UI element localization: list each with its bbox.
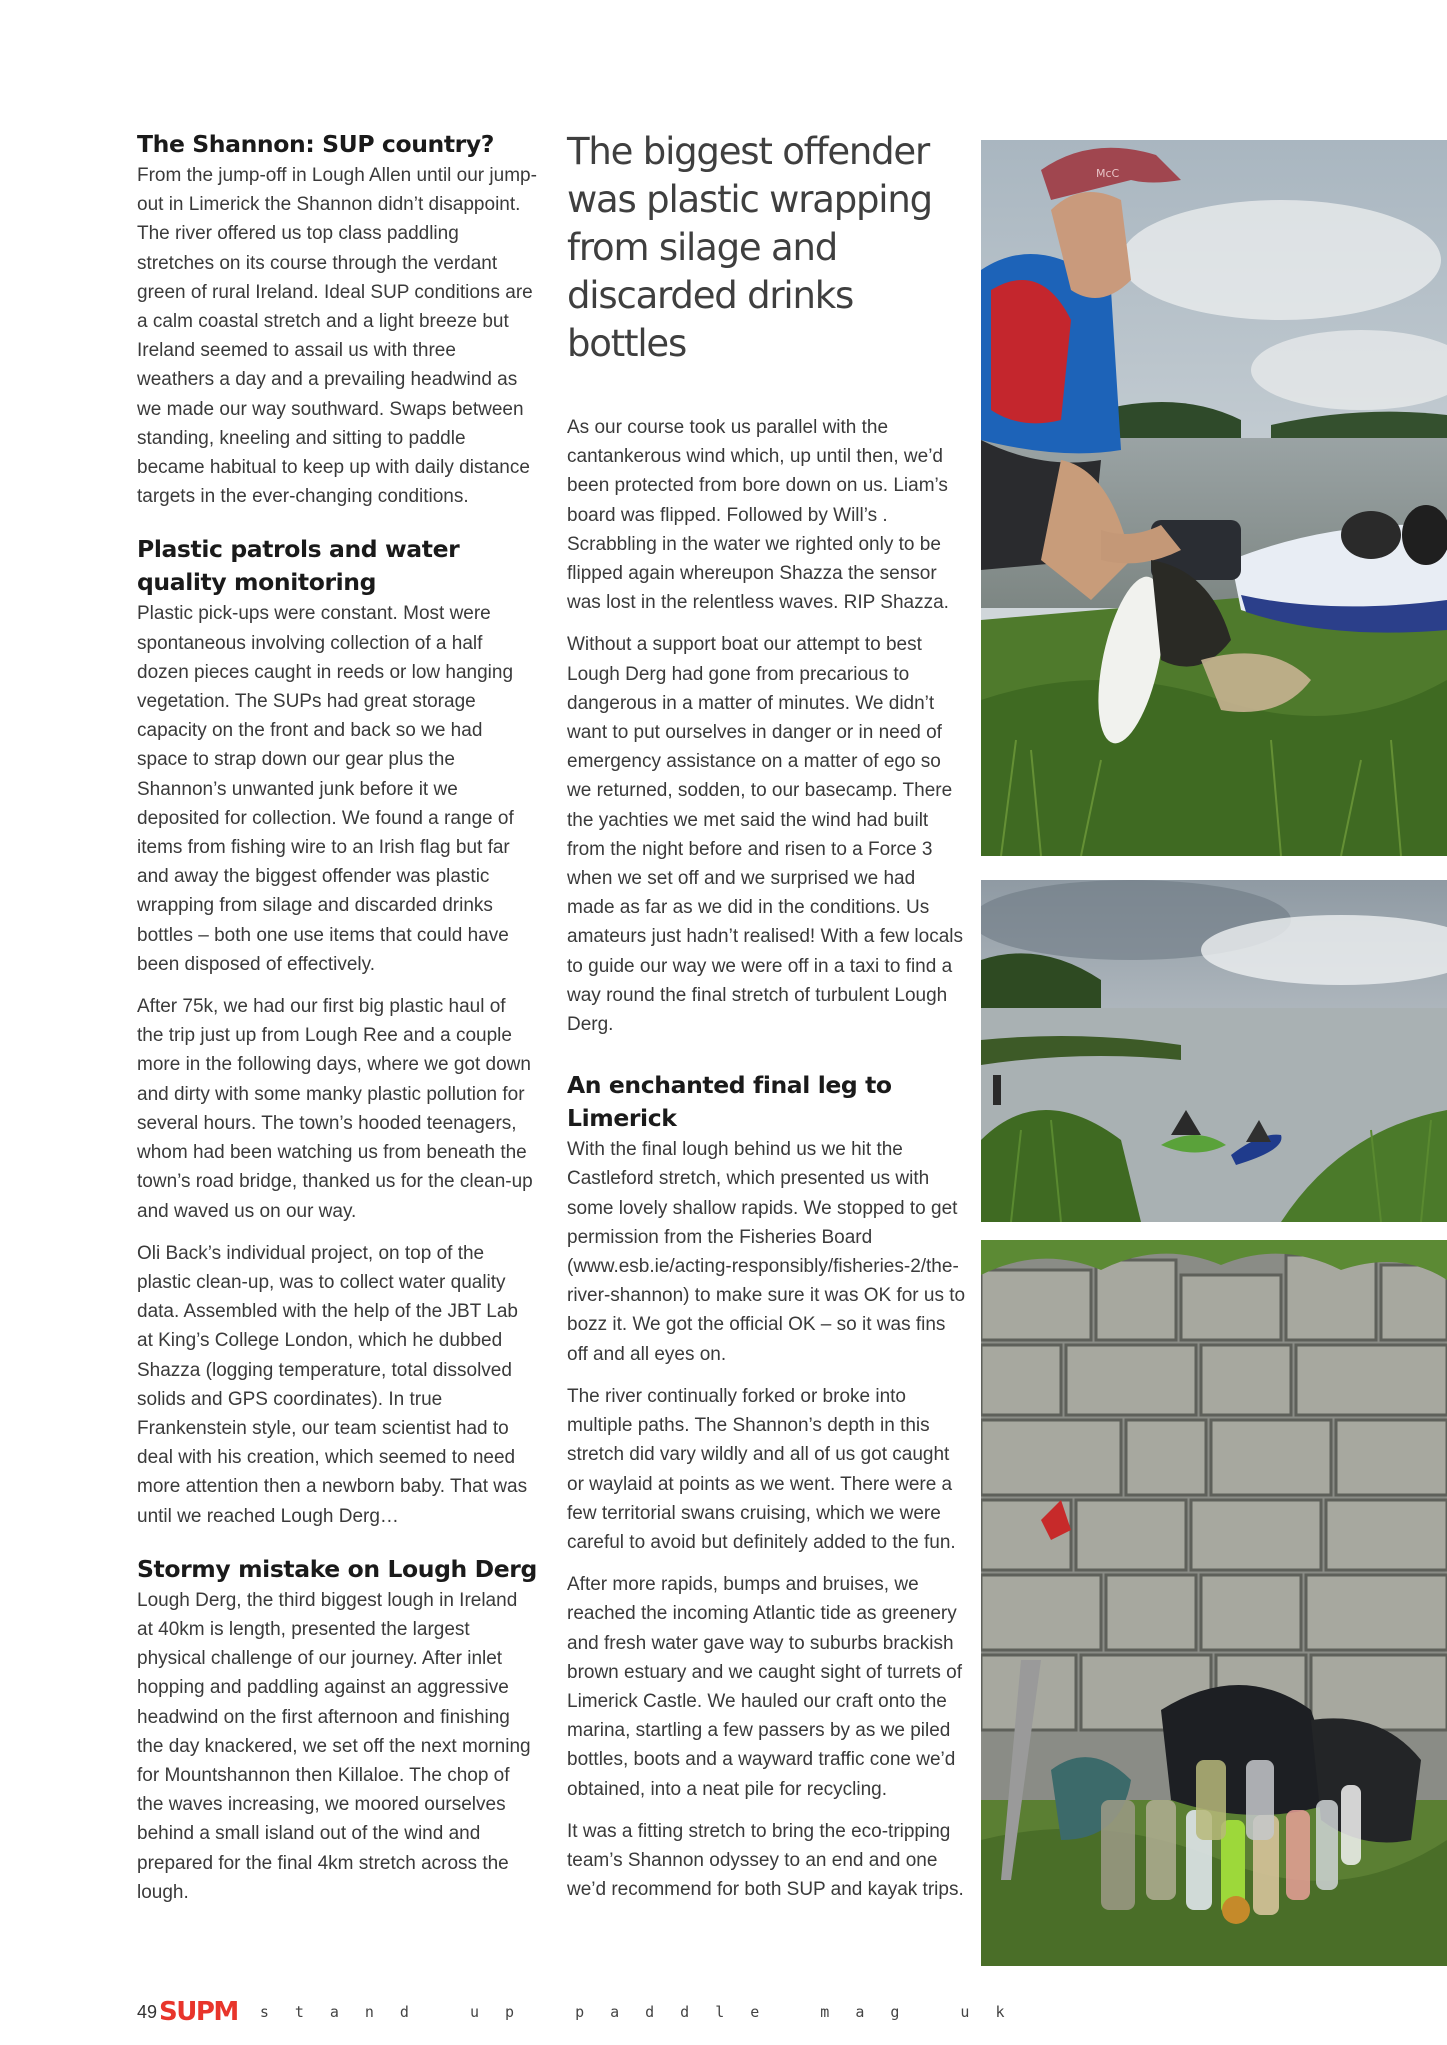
body-paragraph: Lough Derg, the third biggest lough in Ireland at 40km is length, presented the largest physical challenge of our journey. After inlet hopping and paddling against an aggressive headwind on the first afternoon and finishing the day knackered, we set off the next morning for Mountshannon then Killaloe. The chop of the waves increasing, we moored ourselves behind a small island out of the wind and prepared for the final 4km stretch across the lough. [137,1589,531,1903]
body-paragraph: Plastic pick-ups were constant. Most were spontaneous involving collection of a half dozen pieces caught in reeds or low hanging vegetation. The SUPs had great storage capacity on the front and back so we had space to strap down our gear plus the Shannon’s unwanted junk before it we deposited for collection. We found a range of items from fishing wire to an Irish flag but far and away the biggest offender was plastic wrapping from silage and discarded drinks bottles – both one use items that could have been disposed of effectively. [137,603,514,975]
section-lough-derg-continued [567,413,967,1039]
body-paragraph: With the final lough behind us we hit the Castleford stretch, which presented us with some lovely shallow rapids. We stopped to get permission from the Fisheries Board (www.esb.ie/acting-responsibly/fisheries-2/the-river-shannon) to make sure it was OK for us to bozz it. We got the official OK – so it was fins off and all eyes on. [567,1139,966,1365]
body-paragraph: Without a support boat our attempt to best Lough Derg had gone from precarious to dangerous in a matter of minutes. We didn’t want to put ourselves in danger or in need of emergency assistance on a matter of ego so we returned, sodden, to our basecamp. There the yachties we met said the wind had built from the night before and risen to a Force 3 when we set off and we surprised we had made as far as we did in the conditions. Us amateurs just hadn’t realised! With a few locals to guide our way we were off in a taxi to find a way round the final stretch of turbulent Lough Derg. [567,634,964,1036]
magazine-tagline: stand up paddle mag uk [259,2003,1031,2021]
pull-quote: The biggest offender was plastic wrapping from silage and discarded drinks bottles [567,130,932,365]
section-heading: Stormy mistake on Lough Derg [137,1554,537,1583]
section-shannon-sup-country [137,128,537,511]
paddler-with-litter-photo [981,140,1447,856]
section-enchanted-final-leg [567,1069,967,1904]
middle-column [567,128,967,1926]
section-heading: The Shannon: SUP country? [137,130,495,158]
body-paragraph: Oli Back’s individual project, on top of the plastic clean-up, was to collect water quality data. Assembled with the help of the JBT Lab at King’s College London, which he dubbed Shazza (logging temperature, total dissolved solids and GPS coordinates). In true Frankenstein style, our team scientist had to deal with his creation, which seemed to need more attention then a newborn baby. That was until we reached Lough Derg… [137,1242,528,1527]
body-paragraph: It was a fitting stretch to bring the eco-tripping team’s Shannon odyssey to an end and one we’d recommend for both SUP and kayak trips. [567,1820,964,1901]
body-paragraph: After 75k, we had our first big plastic haul of the trip just up from Lough Ree and a couple more in the following days, where we got down and dirty with some manky plastic pollution for several hours. The town’s hooded teenagers, whom had been watching us from beneath the town’s road bridge, thanked us for the clean-up and waved us on our way. [137,996,533,1222]
section-plastic-patrols [137,533,537,1530]
kayaks-on-lough-photo [981,880,1447,1222]
cap-logo-text: McC [1096,167,1120,180]
section-stormy-mistake [137,1553,537,1907]
body-paragraph: From the jump-off in Lough Allen until our jump-out in Limerick the Shannon didn’t disappoint. The river offered us top class paddling stretches on its course through the verdant green of rural Ireland. Ideal SUP conditions are a calm coastal stretch and a light breeze but Ireland seemed to assail us with three weathers a day and a prevailing headwind as we made our way southward. Swaps between standing, kneeling and sitting to paddle became habitual to keep up with daily distance targets in the ever-changing conditions. [137,165,537,508]
left-column [137,128,537,1929]
section-heading: An enchanted final leg to Limerick [567,1071,892,1133]
collected-bottles-against-wall-photo [981,1240,1447,1966]
body-paragraph: After more rapids, bumps and bruises, we reached the incoming Atlantic tide as greenery and fresh water gave way to suburbs brackish brown estuary and we caught sight of turrets of Limerick Castle. We hauled our craft onto the marina, startling a few passers by as we piled bottles, boots and a wayward traffic cone we’d obtained, into a neat pile for recycling. [567,1574,962,1800]
page-number: 49 [137,2001,158,2022]
section-heading: Plastic patrols and water quality monitoring [137,535,460,597]
body-paragraph: The river continually forked or broke into multiple paths. The Shannon’s depth in this stretch did vary wildly and all of us got caught or waylaid at points as we went. There were a few territorial swans cruising, which we were careful to avoid but definitely added to the fun. [567,1385,956,1553]
brand-logo: SUPM [159,1997,238,2027]
body-paragraph: As our course took us parallel with the cantankerous wind which, up until then, we’d been protected from bore down on us. Liam’s board was flipped. Followed by Will’s . Scrabbling in the water we righted only to be flipped again whereupon Shazza the sensor was lost in the relentless waves. RIP Shazza. [567,417,949,614]
page-footer [137,1994,1031,2030]
